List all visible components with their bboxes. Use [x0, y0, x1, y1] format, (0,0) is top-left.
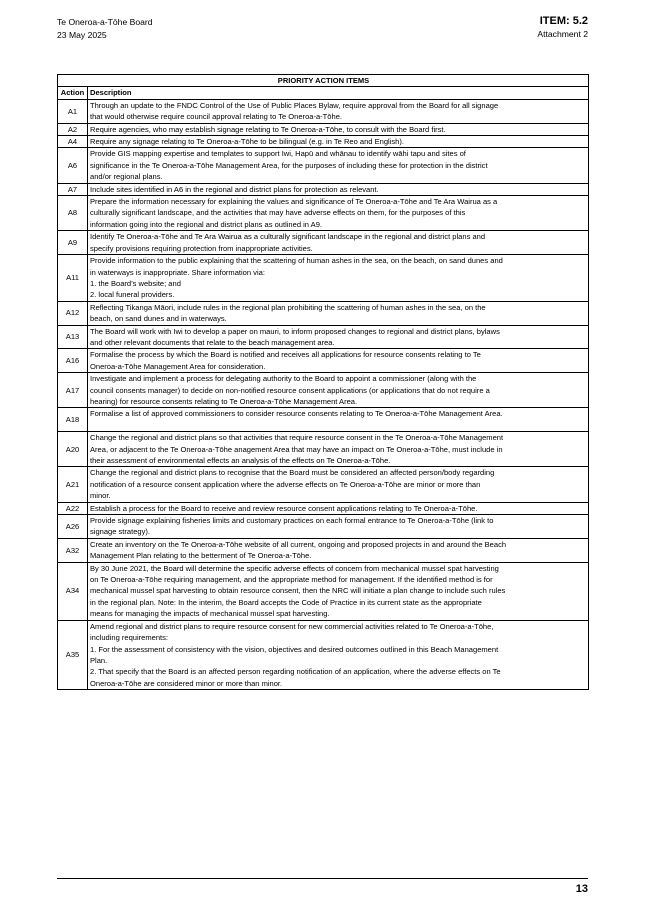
action-id: A12 — [58, 301, 88, 325]
description-line: in waterways is inappropriate. Share information via: — [90, 267, 265, 277]
table-row — [58, 325, 589, 349]
action-description — [88, 148, 589, 183]
description-line: beach, on sand dunes and in waterways. — [90, 314, 227, 324]
action-description — [88, 255, 589, 302]
action-id: A32 — [58, 538, 88, 562]
description-line: mechanical mussel spat harvesting to obtain resource consent, then the NRC will initiate a plan change to include such rules — [90, 586, 506, 596]
description-line: Investigate and implement a process for delegating authority to the Board to appoint a commissioner (along with the — [90, 374, 477, 384]
description-line: Require agencies, who may establish signage relating to Te Oneroa-a-Tōhe, to consult with the Board first. — [90, 124, 446, 134]
action-id: A9 — [58, 231, 88, 255]
action-description — [88, 196, 589, 231]
table-row — [58, 538, 589, 562]
action-id: A8 — [58, 196, 88, 231]
description-line: Oneroa-a-Tōhe Management Area for consideration. — [90, 361, 266, 371]
action-description — [88, 123, 589, 135]
description-line: Require any signage relating to Te Oneroa-a-Tōhe to be bilingual (e.g. in Te Reo and English). — [90, 137, 404, 147]
table-row — [58, 502, 589, 514]
action-id: A35 — [58, 620, 88, 689]
description-line: notification of a resource consent application where the adverse effects on Te Oneroa-a-Tōhe are minor or more than — [90, 479, 481, 489]
column-header-description: Description — [88, 87, 589, 99]
action-description — [88, 99, 589, 123]
table-row — [58, 196, 589, 231]
table-row — [58, 301, 589, 325]
description-line: By 30 June 2021, the Board will determine the specific adverse effects of concern from mechanical mussel spat harvesting — [90, 563, 499, 573]
table-row — [58, 231, 589, 255]
action-id: A17 — [58, 373, 88, 408]
description-line: their assessment of environmental effects an analysis of the effects on Te Oneroa-a-Tōhe. — [90, 456, 391, 465]
board-name: Te Oneroa-a-Tōhe Board — [57, 17, 153, 27]
table-row — [58, 432, 589, 467]
action-id: A18 — [58, 408, 88, 432]
document-header-right — [537, 15, 588, 41]
table-row — [58, 255, 589, 302]
footer-divider — [57, 878, 588, 879]
table-row — [58, 620, 589, 689]
action-id: A26 — [58, 515, 88, 539]
description-line — [90, 420, 587, 431]
description-line: hearing) for resource consents relating to Te Oneroa-a-Tōhe Management Area. — [90, 396, 358, 406]
description-line: 2. That specify that the Board is an affected person regarding notification of an application, where the adverse effects on Te — [90, 667, 501, 677]
action-id: A7 — [58, 183, 88, 195]
table-row — [58, 183, 589, 195]
description-line: Management Plan relating to the betterment of Te Oneroa-a-Tōhe. — [90, 551, 312, 561]
table-row — [58, 467, 589, 502]
table-row — [58, 349, 589, 373]
description-line: that would otherwise require council approval relating to Te Oneroa-a-Tōhe. — [90, 112, 342, 122]
priority-action-items-table — [57, 74, 589, 690]
description-line: The Board will work with Iwi to develop a paper on mauri, to inform proposed changes to regional and district plans, bylaws — [90, 326, 500, 336]
action-id: A1 — [58, 99, 88, 123]
action-description — [88, 301, 589, 325]
action-id: A13 — [58, 325, 88, 349]
table-body — [58, 99, 589, 689]
description-line: Formalise a list of approved commissioners to consider resource consents relating to Te Oneroa-a-Tōhe Management Area. — [90, 409, 503, 419]
description-line: specify provisions requiring protection from inappropriate activities. — [90, 243, 313, 253]
table-row — [58, 148, 589, 183]
action-id: A6 — [58, 148, 88, 183]
action-description — [88, 349, 589, 373]
action-description — [88, 183, 589, 195]
meeting-date: 23 May 2025 — [57, 29, 107, 40]
description-line: minor. — [90, 491, 111, 501]
action-description — [88, 502, 589, 514]
table-row — [58, 373, 589, 408]
table-row — [58, 99, 589, 123]
description-line: including requirements: — [90, 633, 169, 643]
item-number: ITEM: 5.2 — [539, 15, 588, 27]
description-line: Plan. — [90, 655, 108, 665]
action-id: A34 — [58, 562, 88, 620]
description-line: Through an update to the FNDC Control of the Use of Public Places Bylaw, require approval from the Board for all signage — [90, 100, 499, 110]
description-line: and other relevant documents that relate to the beach management area. — [90, 337, 335, 347]
action-id: A4 — [58, 136, 88, 148]
description-line: Amend regional and district plans to require resource consent for new commercial activities related to Te Oneroa-a-Tōhe, — [90, 621, 494, 631]
column-header-action: Action — [58, 87, 88, 99]
description-line: Provide information to the public explaining that the scattering of human ashes in the sea, on the beach, on sand dunes and — [90, 256, 503, 266]
action-description — [88, 515, 589, 539]
description-line: council consents manager) to decide on non-notified resource consent applications (or applications that do not require a — [90, 385, 490, 395]
description-line: Include sites identified in A6 in the regional and district plans for protection as relevant. — [90, 184, 379, 194]
action-description — [88, 467, 589, 502]
description-line: Oneroa-a-Tōhe are considered minor or more than minor. — [90, 678, 283, 688]
description-line: significance in the Te Oneroa-a-Tōhe Management Area, for the purposes of including these for protection in the district — [90, 160, 488, 170]
description-line: Reflecting Tikanga Māori, include rules in the regional plan prohibiting the scattering of human ashes in the sea, on the — [90, 302, 486, 312]
page-number: 13 — [575, 883, 588, 895]
description-line: means for managing the impacts of mechanical mussel spat harvesting. — [90, 609, 330, 619]
table-row — [58, 515, 589, 539]
action-description — [88, 562, 589, 620]
action-id: A20 — [58, 432, 88, 467]
description-line: and/or regional plans. — [90, 172, 163, 182]
action-id: A22 — [58, 502, 88, 514]
action-id: A16 — [58, 349, 88, 373]
action-description — [88, 538, 589, 562]
action-description — [88, 408, 589, 432]
action-description — [88, 373, 589, 408]
description-line: Prepare the information necessary for explaining the values and significance of Te Oneroa-a-Tōhe and Te Ara Wairua as a — [90, 197, 498, 207]
description-line: culturally significant landscape, and the activities that may have adverse effects on them, for the purposes of this — [90, 208, 466, 218]
table-title-row — [58, 75, 589, 87]
action-description — [88, 136, 589, 148]
description-line: Identify Te Oneroa-a-Tōhe and Te Ara Wairua as a culturally significant landscape in the regional and district plans and — [90, 232, 486, 242]
description-line: Provide GIS mapping expertise and templates to support Iwi, Hapū and whānau to identify wāhi tapu and sites of — [90, 149, 466, 159]
table-row — [58, 562, 589, 620]
description-line: 2. local funeral providers. — [90, 290, 175, 300]
action-id: A11 — [58, 255, 88, 302]
description-line: in the regional plan. Note: In the interim, the Board accepts the Code of Practice in its current state as the appropriate — [90, 597, 482, 607]
action-description — [88, 325, 589, 349]
description-line: on Te Oneroa-a-Tōhe requiring management, and the appropriate method for management. If the identified method is for — [90, 575, 493, 585]
description-line: 1. the Board’s website; and — [90, 278, 181, 288]
description-line: Change the regional and district plans so that activities that require resource consent in the Te Oneroa-a-Tōhe Management — [90, 433, 504, 443]
table-title: PRIORITY ACTION ITEMS — [58, 75, 589, 87]
description-line: Create an inventory on the Te Oneroa-a-Tōhe website of all current, ongoing and proposed projects in and around the Beach — [90, 539, 507, 549]
description-line: Area, or adjacent to the Te Oneroa-a-Tōhe anagement Area that may have an impact on Te Oneroa-a-Tōhe, must include in — [90, 444, 503, 454]
description-line: Formalise the process by which the Board is notified and receives all applications for resource consents relating to Te — [90, 350, 481, 360]
action-description — [88, 231, 589, 255]
action-description — [88, 432, 589, 467]
table-row — [58, 123, 589, 135]
table-row — [58, 408, 589, 432]
description-line: signage strategy). — [90, 527, 150, 537]
table-header-row — [58, 87, 589, 99]
description-line: Change the regional and district plans to recognise that the Board must be considered an affected person/body regarding — [90, 468, 495, 478]
attachment-label: Attachment 2 — [537, 29, 588, 39]
action-id: A2 — [58, 123, 88, 135]
document-header-left — [57, 16, 153, 41]
description-line: Provide signage explaining fisheries limits and customary practices on each formal entrance to Te Oneroa-a-Tōhe (link to — [90, 516, 494, 526]
description-line: 1. For the assessment of consistency with the vision, objectives and desired outcomes outlined in this Beach Management — [90, 644, 499, 654]
description-line: Establish a process for the Board to receive and review resource consent applications relating to Te Oneroa-a-Tōhe. — [90, 503, 478, 513]
description-line: information going into the regional and district plans as outlined in A9. — [90, 219, 323, 229]
action-id: A21 — [58, 467, 88, 502]
action-description — [88, 620, 589, 689]
table-row — [58, 136, 589, 148]
